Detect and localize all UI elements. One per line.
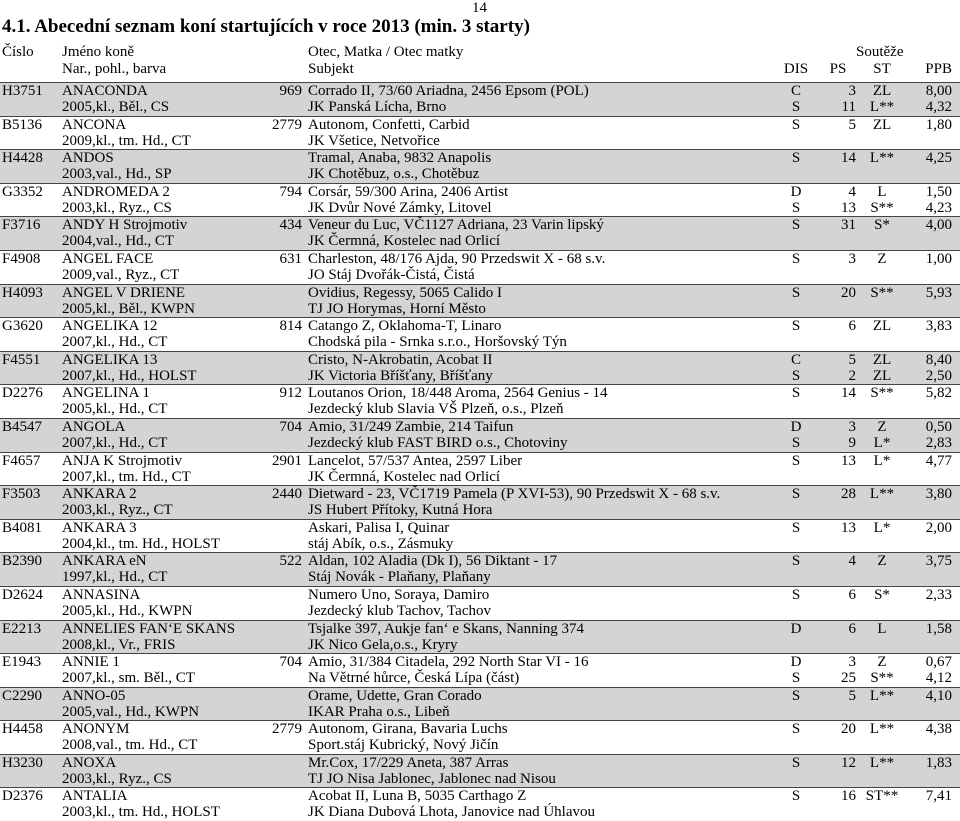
table-row — [0, 653, 960, 687]
owner: JK Čermná, Kostelec nad Orlicí — [308, 233, 501, 250]
st-1: ZL — [872, 351, 892, 368]
table-row — [0, 552, 960, 586]
ps-1: 6 — [848, 586, 856, 603]
horse-id: B4081 — [2, 519, 43, 536]
horse-name: ANGELIKA 12 — [62, 318, 158, 335]
owner: Chodská pila - Srnka s.r.o., Horšovský Týn — [308, 334, 567, 351]
horse-info: 1997,kl., Hd., CT — [62, 569, 168, 586]
ppb-2: 4,12 — [925, 670, 952, 687]
sire-number: 704 — [279, 654, 302, 671]
table-row — [0, 82, 960, 116]
horse-id: D2376 — [2, 788, 43, 805]
horse-name: ANGOLA — [62, 418, 126, 435]
owner: Na Větrné hůrce, Česká Lípa (část) — [308, 670, 520, 687]
column-header-name: Jméno koně — [62, 44, 135, 60]
sire-number: 969 — [279, 83, 302, 99]
st-1: L — [877, 183, 887, 200]
horse-name: ANDROMEDA 2 — [62, 183, 170, 200]
horse-id: H4458 — [2, 721, 43, 738]
horse-info: 2004,kl., tm. Hd., HOLST — [62, 535, 220, 552]
st-2: S** — [870, 199, 894, 216]
horse-info: 2007,kl., Hd., CT — [62, 434, 168, 451]
sire-number: 522 — [279, 553, 302, 570]
table-row — [0, 384, 960, 418]
table-row — [0, 687, 960, 721]
column-header-dis: DIS — [783, 61, 809, 77]
horse-info: 2003,kl., tm. Hd., HOLST — [62, 804, 220, 821]
ps-1: 31 — [841, 217, 856, 234]
column-header-cislo: Číslo — [2, 44, 34, 60]
st-1: L* — [873, 452, 891, 469]
table-row — [0, 754, 960, 788]
ppb-1: 1,80 — [925, 116, 952, 133]
ppb-1: 4,00 — [925, 217, 952, 234]
ppb-2: 4,23 — [925, 199, 952, 216]
dis-1: C — [790, 351, 801, 368]
pedigree: Amio, 31/249 Zambie, 214 Taifun — [308, 418, 514, 435]
dis-1: D — [790, 654, 802, 671]
horse-id: E2213 — [2, 620, 42, 637]
table-row — [0, 351, 960, 385]
dis-1: S — [791, 217, 801, 234]
pedigree: Corsár, 59/300 Arina, 2406 Artist — [308, 183, 509, 200]
horse-id: G3620 — [2, 318, 43, 335]
horse-id: H4428 — [2, 150, 43, 167]
owner: Sport.stáj Kubrický, Nový Jičín — [308, 737, 499, 754]
st-1: L** — [869, 687, 895, 704]
table-row — [0, 485, 960, 519]
owner: JK Čermná, Kostelec nad Orlicí — [308, 468, 501, 485]
horse-info: 2009,val., Ryz., CT — [62, 266, 180, 283]
horse-name: ANONYM — [62, 721, 130, 738]
ps-1: 3 — [848, 418, 856, 435]
st-1: ZL — [872, 83, 892, 99]
owner: JS Hubert Přítoky, Kutná Hora — [308, 502, 493, 519]
horse-name: ANNELIES FAN‘E SKANS — [62, 620, 236, 637]
horse-id: F3503 — [2, 486, 41, 503]
sire-number: 912 — [279, 385, 302, 402]
ppb-1: 1,00 — [925, 250, 952, 267]
st-1: Z — [877, 654, 887, 671]
column-header-souteze: Soutěže — [856, 44, 904, 60]
st-1: Z — [877, 418, 887, 435]
ps-1: 13 — [841, 519, 856, 536]
ppb-1: 4,38 — [925, 721, 952, 738]
ppb-2: 2,83 — [925, 434, 952, 451]
dis-1: S — [791, 385, 801, 402]
st-1: L* — [873, 519, 891, 536]
ppb-2: 4,32 — [925, 99, 952, 115]
table-row — [0, 720, 960, 754]
horse-id: B4547 — [2, 418, 43, 435]
table-row — [0, 149, 960, 183]
sire-number: 2779 — [272, 116, 302, 133]
horse-id: H4093 — [2, 284, 43, 301]
horse-name: ANGELINA 1 — [62, 385, 150, 402]
pedigree: Tramal, Anaba, 9832 Anapolis — [308, 150, 492, 167]
dis-1: C — [790, 83, 801, 99]
dis-1: S — [791, 150, 801, 167]
st-1: L** — [869, 721, 895, 738]
horse-info: 2007,kl., tm. Hd., CT — [62, 468, 191, 485]
sire-number: 434 — [279, 217, 302, 234]
column-header-name-sub: Nar., pohl., barva — [62, 61, 167, 77]
ppb-1: 8,00 — [925, 83, 952, 99]
ps-1: 5 — [848, 116, 856, 133]
dis-2: S — [791, 434, 801, 451]
horse-id: C2290 — [2, 687, 43, 704]
ps-1: 3 — [848, 654, 856, 671]
table-row — [0, 317, 960, 351]
ps-1: 16 — [841, 788, 856, 805]
sire-number: 2901 — [272, 452, 302, 469]
owner: Stáj Novák - Plaňany, Plaňany — [308, 569, 491, 586]
st-1: L** — [869, 486, 895, 503]
horse-name: ANNO-05 — [62, 687, 126, 704]
horse-name: ANGELIKA 13 — [62, 351, 158, 368]
horse-info: 2005,kl., Hd., CT — [62, 401, 168, 418]
dis-1: S — [791, 116, 801, 133]
horse-info: 2007,kl., sm. Běl., CT — [62, 670, 195, 687]
horse-id: F4551 — [2, 351, 41, 368]
st-1: L** — [869, 150, 895, 167]
ppb-1: 4,10 — [925, 687, 952, 704]
column-header-ppb: PPB — [925, 61, 952, 77]
horse-name: ANCONA — [62, 116, 127, 133]
horse-name: ANDY H Strojmotiv — [62, 217, 188, 234]
ps-1: 4 — [848, 183, 856, 200]
ps-1: 5 — [848, 687, 856, 704]
pedigree: Autonom, Girana, Bavaria Luchs — [308, 721, 508, 738]
ps-1: 14 — [841, 150, 856, 167]
ps-2: 2 — [848, 367, 856, 384]
horse-id: F4657 — [2, 452, 41, 469]
horse-info: 2003,val., Hd., SP — [62, 166, 172, 183]
column-header-owner: Subjekt — [308, 61, 354, 77]
horse-info: 2005,kl., Běl., KWPN — [62, 300, 195, 317]
st-1: S** — [870, 385, 894, 402]
owner: Jezdecký klub FAST BIRD o.s., Chotoviny — [308, 434, 568, 451]
st-1: S* — [874, 586, 890, 603]
ppb-1: 2,00 — [925, 519, 952, 536]
st-1: Z — [877, 250, 887, 267]
pedigree: Catango Z, Oklahoma-T, Linaro — [308, 318, 502, 335]
dis-1: S — [791, 754, 801, 771]
horse-name: ANDOS — [62, 150, 114, 167]
horse-id: G3352 — [2, 183, 43, 200]
dis-1: S — [791, 721, 801, 738]
dis-1: S — [791, 687, 801, 704]
table-row — [0, 620, 960, 654]
table-row — [0, 418, 960, 452]
pedigree: Lancelot, 57/537 Antea, 2597 Liber — [308, 452, 523, 469]
horse-name: ANOXA — [62, 754, 117, 771]
st-2: L** — [869, 99, 895, 115]
dis-1: S — [791, 519, 801, 536]
horse-id: F4908 — [2, 250, 41, 267]
owner: JK Victoria Bříšťany, Bříšťany — [308, 367, 493, 384]
dis-1: D — [790, 183, 802, 200]
owner: JK Panská Lícha, Brno — [308, 99, 447, 115]
sire-number: 2779 — [272, 721, 302, 738]
dis-1: D — [790, 418, 802, 435]
dis-1: D — [790, 620, 802, 637]
pedigree: Orame, Udette, Gran Corado — [308, 687, 482, 704]
st-2: ZL — [872, 367, 892, 384]
pedigree: Mr.Cox, 17/229 Aneta, 387 Arras — [308, 754, 509, 771]
horse-info: 2003,kl., Ryz., CS — [62, 770, 172, 787]
ps-1: 3 — [848, 83, 856, 99]
dis-1: S — [791, 452, 801, 469]
column-header-st: ST — [873, 61, 891, 77]
ppb-1: 1,50 — [925, 183, 952, 200]
horse-name: ANTALIA — [62, 788, 128, 805]
st-1: ZL — [872, 318, 892, 335]
st-1: S* — [874, 217, 890, 234]
horse-id: B2390 — [2, 553, 43, 570]
horse-name: ANGEL V DRIENE — [62, 284, 186, 301]
st-2: L* — [873, 434, 891, 451]
horse-id: H3230 — [2, 754, 43, 771]
horse-info: 2007,kl., Hd., HOLST — [62, 367, 197, 384]
table-row — [0, 216, 960, 250]
horse-name: ANNIE 1 — [62, 654, 120, 671]
dis-1: S — [791, 318, 801, 335]
owner: Jezdecký klub Slavia VŠ Plzeň, o.s., Plzeň — [308, 401, 564, 418]
horse-info: 2005,val., Hd., KWPN — [62, 703, 200, 720]
horse-name: ANKARA 3 — [62, 519, 137, 536]
column-header-ps: PS — [829, 61, 847, 77]
ppb-1: 7,41 — [925, 788, 952, 805]
owner: TJ JO Nisa Jablonec, Jablonec nad Nisou — [308, 770, 556, 787]
ps-1: 12 — [841, 754, 856, 771]
ps-1: 28 — [841, 486, 856, 503]
horse-name: ANGEL FACE — [62, 250, 154, 267]
st-1: L** — [869, 754, 895, 771]
pedigree: Numero Uno, Soraya, Damiro — [308, 586, 490, 603]
ps-1: 4 — [848, 553, 856, 570]
pedigree: Cristo, N-Akrobatin, Acobat II — [308, 351, 493, 368]
owner: stáj Abík, o.s., Zásmuky — [308, 535, 454, 552]
ps-1: 3 — [848, 250, 856, 267]
pedigree: Aldan, 102 Aladia (Dk I), 56 Diktant - 17 — [308, 553, 558, 570]
horse-id: B5136 — [2, 116, 43, 133]
ps-2: 11 — [841, 99, 856, 115]
horse-info: 2009,kl., tm. Hd., CT — [62, 132, 191, 149]
horse-name: ANKARA eN — [62, 553, 147, 570]
table-row — [0, 284, 960, 318]
dis-1: S — [791, 586, 801, 603]
ppb-1: 4,77 — [925, 452, 952, 469]
horse-name: ANACONDA — [62, 83, 148, 99]
ps-2: 25 — [841, 670, 856, 687]
ppb-1: 3,80 — [925, 486, 952, 503]
ppb-1: 1,58 — [925, 620, 952, 637]
st-1: Z — [877, 553, 887, 570]
dis-1: S — [791, 553, 801, 570]
st-1: ZL — [872, 116, 892, 133]
pedigree: Dietward - 23, VČ1719 Pamela (P XVI-53), 90 Przedswit X - 68 s.v. — [308, 486, 721, 503]
ps-1: 5 — [848, 351, 856, 368]
page-number: 14 — [472, 0, 487, 16]
horse-info: 2003,kl., Ryz., CS — [62, 199, 172, 216]
pedigree: Ovidius, Regessy, 5065 Calido I — [308, 284, 503, 301]
pedigree: Amio, 31/384 Citadela, 292 North Star VI - 16 — [308, 654, 589, 671]
horse-name: ANNASINA — [62, 586, 141, 603]
page-title: 4.1. Abecední seznam koní startujících v roce 2013 (min. 3 starty) — [2, 16, 530, 37]
owner: JK Všetice, Netvořice — [308, 132, 440, 149]
ppb-1: 5,82 — [925, 385, 952, 402]
dis-1: S — [791, 284, 801, 301]
pedigree: Acobat II, Luna B, 5035 Carthago Z — [308, 788, 527, 805]
horse-info: 2005,kl., Běl., CS — [62, 99, 170, 115]
st-1: S** — [870, 284, 894, 301]
pedigree: Veneur du Luc, VČ1127 Adriana, 23 Varin lipský — [308, 217, 604, 234]
dis-1: S — [791, 250, 801, 267]
horse-info: 2007,kl., Hd., CT — [62, 334, 168, 351]
horse-table — [0, 82, 960, 821]
ppb-1: 2,33 — [925, 586, 952, 603]
table-row — [0, 452, 960, 486]
ppb-1: 4,25 — [925, 150, 952, 167]
dis-2: S — [791, 367, 801, 384]
table-row — [0, 116, 960, 150]
pedigree: Askari, Palisa I, Quinar — [308, 519, 450, 536]
ppb-1: 3,83 — [925, 318, 952, 335]
dis-2: S — [791, 99, 801, 115]
ps-1: 14 — [841, 385, 856, 402]
owner: TJ JO Horymas, Horní Město — [308, 300, 486, 317]
table-row — [0, 586, 960, 620]
horse-id: D2276 — [2, 385, 43, 402]
ppb-2: 2,50 — [925, 367, 952, 384]
table-row — [0, 183, 960, 217]
ps-2: 9 — [848, 434, 856, 451]
ppb-1: 5,93 — [925, 284, 952, 301]
st-1: L — [877, 620, 887, 637]
pedigree: Tsjalke 397, Aukje fan‘ e Skans, Nanning 374 — [308, 620, 584, 637]
pedigree: Corrado II, 73/60 Ariadna, 2456 Epsom (POL) — [308, 83, 589, 99]
horse-name: ANJA K Strojmotiv — [62, 452, 183, 469]
horse-id: H3751 — [2, 83, 43, 99]
ppb-1: 0,50 — [925, 418, 952, 435]
ppb-1: 0,67 — [925, 654, 952, 671]
st-1: ST** — [865, 788, 899, 805]
pedigree: Charleston, 48/176 Ajda, 90 Przedswit X - 68 s.v. — [308, 250, 606, 267]
horse-id: F3716 — [2, 217, 41, 234]
table-row — [0, 250, 960, 284]
table-row — [0, 519, 960, 553]
owner: JK Nico Gela,o.s., Kryry — [308, 636, 458, 653]
horse-info: 2003,kl., Ryz., CT — [62, 502, 173, 519]
ps-1: 6 — [848, 620, 856, 637]
owner: IKAR Praha o.s., Libeň — [308, 703, 450, 720]
sire-number: 2440 — [272, 486, 302, 503]
horse-id: D2624 — [2, 586, 43, 603]
ps-1: 13 — [841, 452, 856, 469]
ppb-1: 8,40 — [925, 351, 952, 368]
table-row — [0, 787, 960, 821]
horse-id: E1943 — [2, 654, 42, 671]
dis-2: S — [791, 670, 801, 687]
ps-1: 6 — [848, 318, 856, 335]
dis-1: S — [791, 788, 801, 805]
st-2: S** — [870, 670, 894, 687]
owner: JK Diana Dubová Lhota, Janovice nad Úhlavou — [308, 804, 596, 821]
ps-1: 20 — [841, 284, 856, 301]
ppb-1: 3,75 — [925, 553, 952, 570]
ps-1: 20 — [841, 721, 856, 738]
pedigree: Loutanos Orion, 18/448 Aroma, 2564 Genius - 14 — [308, 385, 608, 402]
dis-1: S — [791, 486, 801, 503]
horse-name: ANKARA 2 — [62, 486, 137, 503]
sire-number: 631 — [279, 250, 302, 267]
horse-info: 2008,kl., Vr., FRIS — [62, 636, 176, 653]
sire-number: 704 — [279, 418, 302, 435]
sire-number: 794 — [279, 183, 302, 200]
owner: JO Stáj Dvořák-Čistá, Čistá — [308, 266, 475, 283]
horse-info: 2008,val., tm. Hd., CT — [62, 737, 198, 754]
ps-2: 13 — [841, 199, 856, 216]
horse-info: 2004,val., Hd., CT — [62, 233, 175, 250]
horse-info: 2005,kl., Hd., KWPN — [62, 602, 193, 619]
owner: JK Dvůr Nové Zámky, Litovel — [308, 199, 492, 216]
ppb-1: 1,83 — [925, 754, 952, 771]
owner: Jezdecký klub Tachov, Tachov — [308, 602, 491, 619]
column-header-pedigree: Otec, Matka / Otec matky — [308, 44, 464, 60]
dis-2: S — [791, 199, 801, 216]
owner: JK Chotěbuz, o.s., Chotěbuz — [308, 166, 480, 183]
pedigree: Autonom, Confetti, Carbid — [308, 116, 470, 133]
sire-number: 814 — [279, 318, 302, 335]
